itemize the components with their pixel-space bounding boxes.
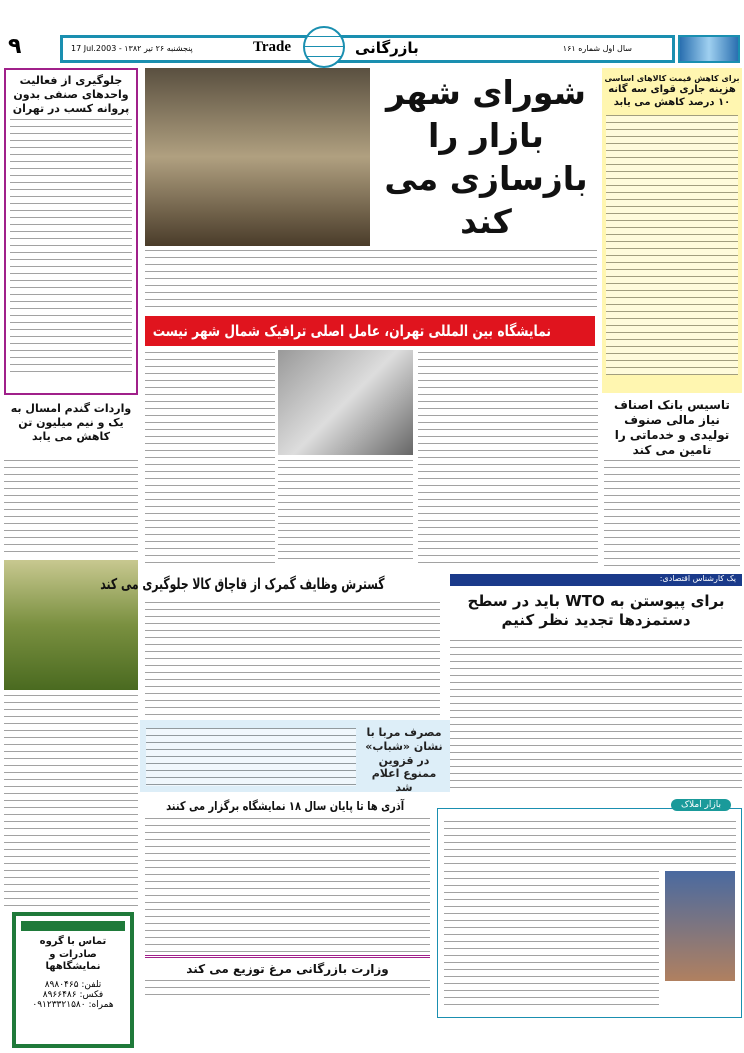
contact-label-bar — [21, 921, 125, 931]
phone: تلفن: ۸۹۸۰۴۶۵ — [44, 979, 102, 990]
headline-customs: گسترش وظایف گمرک از قاچاق کالا جلوگیری می کند — [100, 575, 385, 593]
text-column — [4, 695, 138, 910]
section-en: Trade — [253, 39, 292, 55]
headline-chicken: وزارت بازرگانی مرغ توزیع می کند — [186, 962, 389, 976]
text-column — [145, 818, 430, 953]
traffic-photo — [278, 350, 413, 455]
building-photo — [665, 871, 735, 981]
headline-bank: تاسیس بانک اصناف نیاز مالی صنوف تولیدی و خدماتی را تامین می کند — [614, 398, 730, 457]
text-column — [145, 250, 597, 310]
divider — [145, 955, 430, 958]
page-header — [60, 35, 675, 63]
headline-wheat: واردات گندم امسال به یک و نیم میلیون تن کاهش می یابد — [10, 402, 132, 443]
headline: جلوگیری از فعالیت واحدهای صنفی بدون پروانه کسب در تهران — [12, 74, 130, 115]
text-column — [444, 821, 736, 866]
text-column — [145, 352, 275, 565]
date: 17 Jul.2003 - پنجشنبه ۲۶ تیر ۱۳۸۲ — [71, 44, 193, 53]
mobile: همراه: ۰۹۱۲۳۳۲۱۵۸۰ — [32, 999, 114, 1010]
jam-box — [140, 720, 450, 792]
wto-kicker: یک کارشناس اقتصادی: — [450, 574, 742, 586]
customs-headline-wrap — [100, 574, 440, 596]
real-estate-label: بازار املاک — [671, 799, 731, 811]
text-column — [604, 460, 740, 570]
bazaar-photo — [145, 68, 370, 246]
text-column — [606, 115, 738, 375]
page-number: ۹ — [8, 34, 22, 59]
text-column — [145, 602, 440, 715]
text-column — [278, 460, 413, 565]
issue-number: سال اول شماره ۱۶۱ — [562, 44, 632, 53]
headline-jam: مصرف مربا با نشان «شباب» در قزوین ممنوع اعلام شد — [365, 726, 443, 794]
fax: فکس: ۸۹۶۶۴۸۶ — [42, 989, 104, 1000]
text-column — [450, 640, 742, 790]
text-column — [4, 460, 138, 555]
main-headline: شورای شهر بازار را بازسازی می کند — [384, 73, 588, 241]
section-fa: بازرگانی — [355, 39, 419, 57]
globe-icon — [303, 26, 345, 68]
banner-headline: نمایشگاه بین المللی تهران، عامل اصلی ترافیک شمال شهر نیست — [153, 322, 552, 340]
headline: هزینه جاری قوای سه گانه ۱۰ درصد کاهش می یابد — [608, 84, 736, 108]
azari-headline-wrap — [145, 795, 430, 813]
headline-azari: آذری ها تا پایان سال ۱۸ نمایشگاه برگزار می کنند — [165, 799, 404, 813]
headline-wto: برای پیوستن به WTO باید در سطح دستمزدها تجدید نظر کنیم — [467, 592, 725, 629]
real-estate-box — [437, 800, 742, 1018]
contact-box — [12, 912, 134, 1048]
yellow-box — [602, 68, 742, 393]
newspaper-logo — [678, 35, 740, 63]
text-column — [145, 980, 430, 1000]
banner — [145, 316, 595, 346]
text-column — [444, 871, 659, 1011]
contact-title: تماس با گروه صادرات و نمایشگاهها — [39, 936, 107, 972]
text-column — [418, 352, 598, 565]
text-column — [146, 728, 356, 786]
kicker: برای کاهش قیمت کالاهای اساسی — [604, 74, 740, 83]
